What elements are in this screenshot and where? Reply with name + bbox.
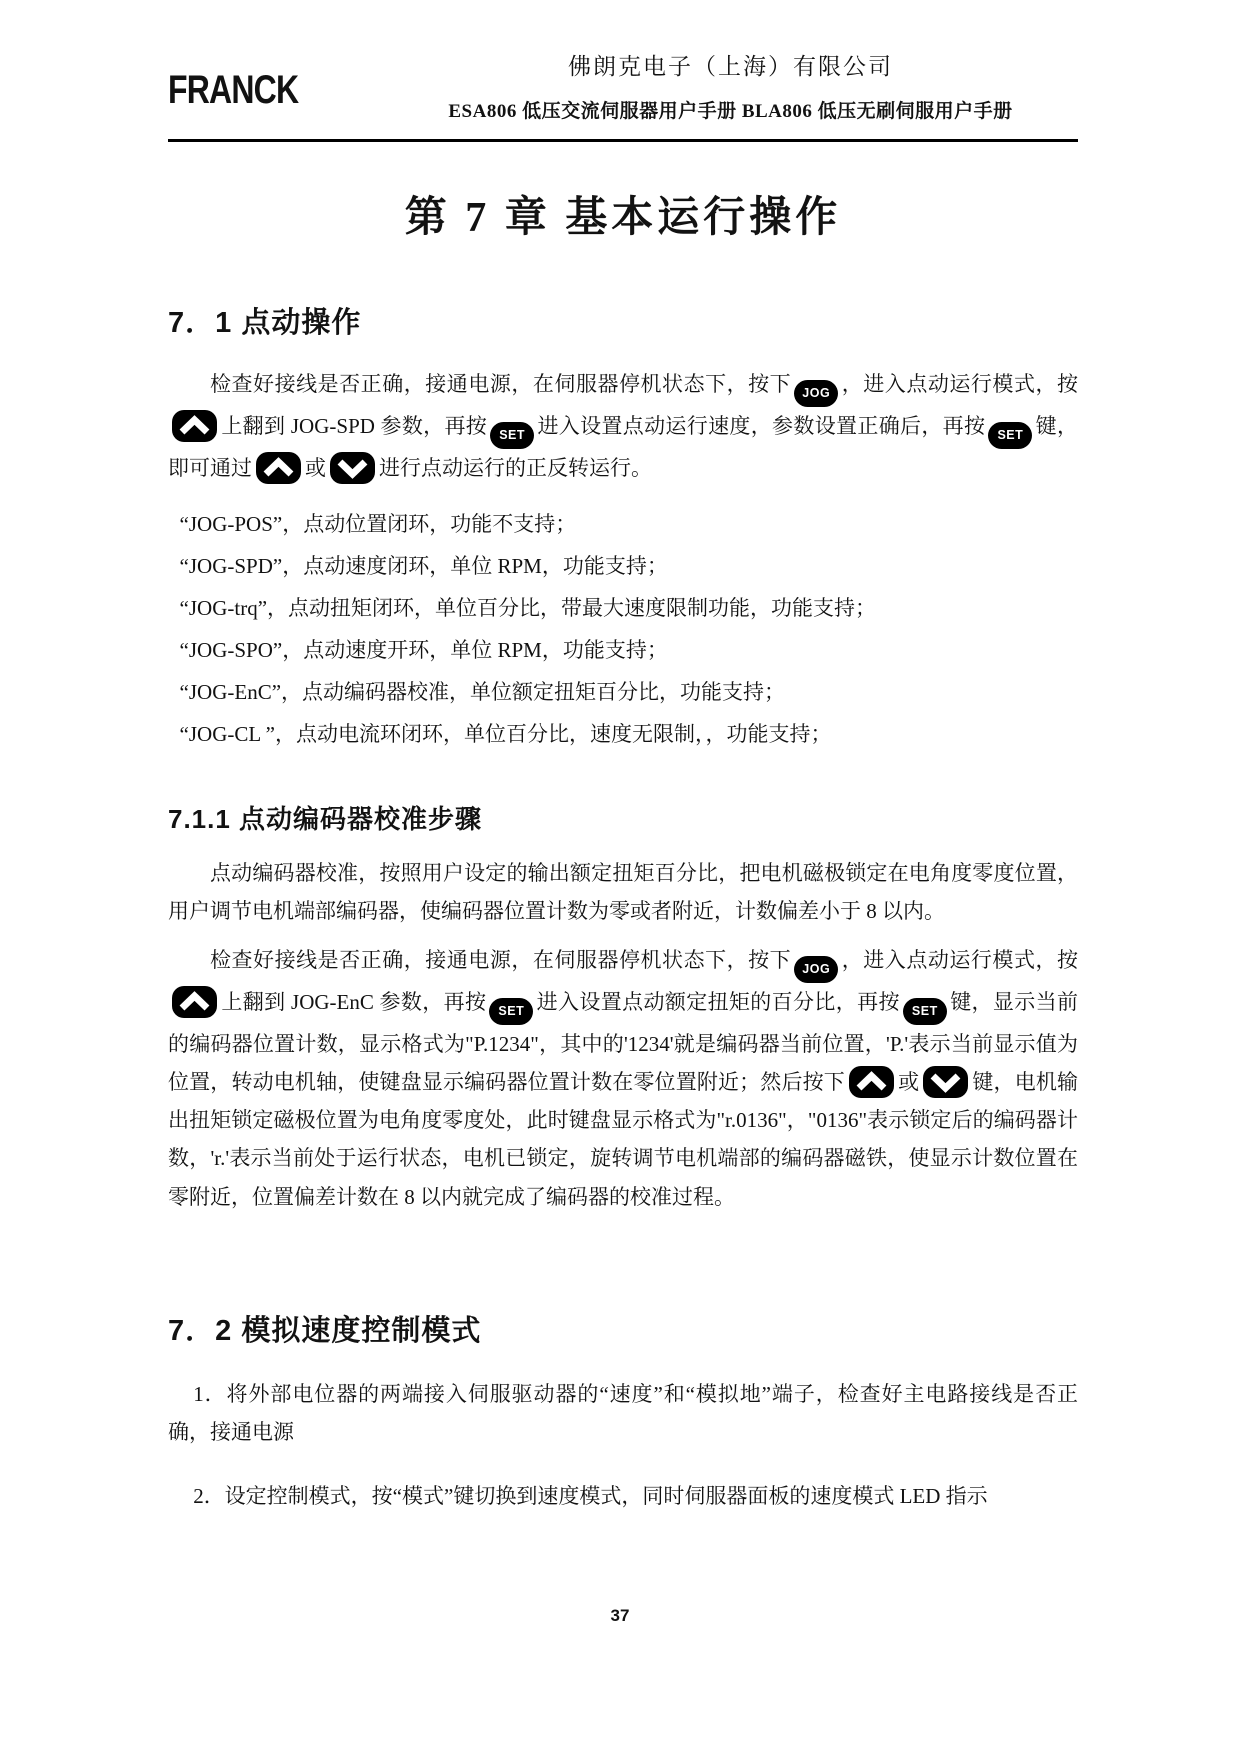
text-run: 或	[305, 456, 326, 480]
set-key-icon: SET	[489, 998, 533, 1025]
franck-logo: FRANCK	[168, 68, 299, 112]
list-item: “JOG-POS”，点动位置闭环，功能不支持；	[179, 512, 577, 537]
set-key-icon: SET	[490, 422, 534, 449]
encoder-calibration-paragraph: 点动编码器校准，按照用户设定的输出额定扭矩百分比，把电机磁极锁定在电角度零度位置，用户调节电机端部编码器，使编码器位置计数为零或者附近，计数偏差小于 8 以内。	[168, 861, 1078, 924]
jog-key-icon: JOG	[794, 380, 838, 407]
numbered-step-2: 2．设定控制模式，按“模式”键切换到速度模式，同时伺服器面板的速度模式 LED 指示	[193, 1484, 988, 1509]
text-run: 进入设置点动运行速度，参数设置正确后，再按	[537, 414, 986, 438]
jog-intro-paragraph	[168, 365, 1078, 487]
text-run: 进行点动运行的正反转运行。	[379, 456, 652, 480]
company-name: 佛朗克电子（上海）有限公司	[568, 54, 893, 79]
numbered-step-1: 1．将外部电位器的两端接入伺服驱动器的“速度”和“模拟地”端子，检查好主电路接线是否正确，接通电源	[168, 1381, 1078, 1444]
section-7-1-heading: 7．1 点动操作	[168, 307, 362, 339]
text-run: ，进入点动运行模式，按	[841, 947, 1079, 972]
text-run: ，进入点动运行模式，按	[841, 372, 1079, 396]
list-item: “JOG-SPD”，点动速度闭环，单位 RPM，功能支持；	[179, 554, 668, 579]
list-item: “JOG-SPO”，点动速度开环，单位 RPM，功能支持；	[179, 638, 668, 663]
header-titles	[383, 48, 1078, 123]
down-arrow-key-icon	[330, 452, 375, 484]
header-divider	[168, 139, 1078, 142]
up-arrow-key-icon	[172, 986, 217, 1018]
chapter-title: 第 7 章 基本运行操作	[404, 195, 842, 241]
set-key-icon: SET	[988, 422, 1032, 449]
up-arrow-key-icon	[172, 410, 217, 442]
text-run: 上翻到 JOG-EnC 参数，再按	[221, 989, 487, 1014]
text-run: 上翻到 JOG-SPD 参数，再按	[221, 414, 488, 438]
section-7-1-1-heading: 7.1.1 点动编码器校准步骤	[168, 804, 483, 835]
list-item: “JOG-EnC”，点动编码器校准，单位额定扭矩百分比，功能支持；	[179, 680, 786, 705]
text-run: 进入设置点动额定扭矩的百分比，再按	[536, 989, 900, 1014]
section-7-2-heading: 7．2 模拟速度控制模式	[168, 1314, 482, 1347]
jog-key-icon: JOG	[794, 956, 838, 983]
text-run: 检查好接线是否正确，接通电源，在伺服器停机状态下，按下	[210, 947, 792, 972]
set-key-icon: SET	[903, 998, 947, 1025]
text-run: 或	[897, 1069, 920, 1094]
down-arrow-key-icon	[923, 1066, 968, 1098]
page-number: 37	[610, 1606, 630, 1625]
page-header	[168, 48, 1078, 123]
up-arrow-key-icon	[849, 1066, 894, 1098]
text-run: 检查好接线是否正确，接通电源，在伺服器停机状态下，按下	[210, 372, 792, 396]
up-arrow-key-icon	[256, 452, 301, 484]
text-run: 键，即可通过	[168, 414, 1078, 480]
list-item: “JOG-CL ”，点动电流环闭环，单位百分比，速度无限制，，功能支持；	[179, 722, 832, 747]
manual-title: ESA806 低压交流伺服器用户手册 BLA806 低压无刷伺服用户手册	[448, 101, 1013, 122]
text-run: 键，显示当前的编码器位置计数，显示格式为"P.1234"，其中的'1234'就是编码器当前位置，'P.'表示当前显示值为位置，转动电机轴，使键盘显示编码器位置计数在零位置附近；然后按下	[168, 989, 1078, 1094]
encoder-calibration-steps-paragraph	[168, 941, 1078, 1216]
text-run: 键，电机输出扭矩锁定磁极位置为电角度零度处，此时键盘显示格式为"r.0136"，"0136"表示锁定后的编码器计数，'r.'表示当前处于运行状态，电机已锁定，旋转调节电机端部的编码器磁铁，使显示计数位置在零附近，位置偏差计数在 8 以内就完成了编码器的校准过程。	[168, 1069, 1079, 1209]
jog-mode-list	[168, 503, 1078, 755]
list-item: “JOG-trq”，点动扭矩闭环，单位百分比，带最大速度限制功能，功能支持；	[179, 596, 877, 621]
